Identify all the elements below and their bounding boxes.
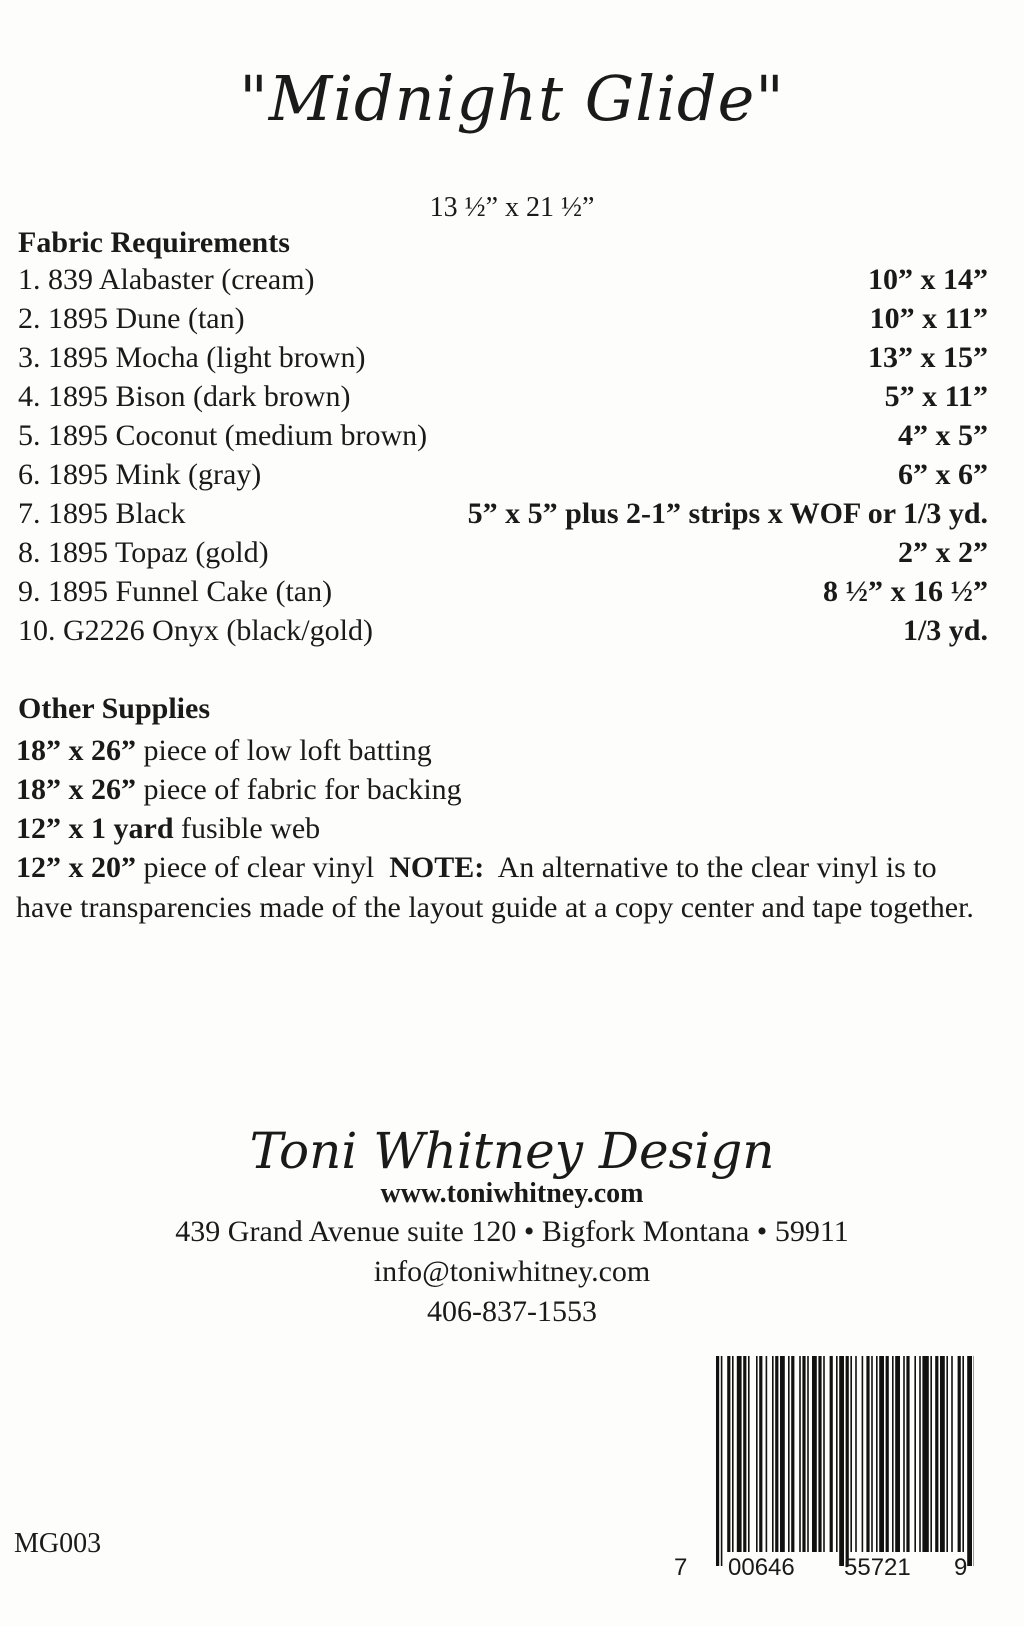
barcode-bar — [799, 1356, 801, 1552]
barcode-bar — [930, 1356, 932, 1552]
barcode-group-1: 00646 — [728, 1554, 795, 1581]
barcode-bar — [737, 1356, 742, 1552]
barcode-bar — [946, 1356, 948, 1552]
supply-text: piece of low loft batting — [136, 734, 432, 767]
barcode-bar — [818, 1356, 821, 1552]
barcode-bar — [830, 1356, 833, 1552]
barcode-bar — [935, 1356, 938, 1552]
barcode-bar — [807, 1356, 809, 1552]
address: 439 Grand Avenue suite 120 • Bigfork Montana • 59911 — [175, 1215, 849, 1248]
barcode-bar — [756, 1356, 758, 1552]
barcode-bar — [759, 1356, 762, 1552]
fabric-row — [18, 380, 988, 420]
fabric-row — [18, 263, 988, 303]
barcode-bar — [802, 1356, 805, 1552]
barcode-bar — [940, 1356, 945, 1552]
fabric-amount: 10” x 11” — [869, 302, 988, 335]
barcode-bar — [895, 1356, 900, 1552]
website-link[interactable]: www.toniwhitney.com — [380, 1178, 644, 1209]
barcode-bar — [788, 1356, 790, 1552]
upc-barcode — [674, 1356, 974, 1584]
barcode-digit-left: 7 — [674, 1554, 688, 1581]
barcode-bar — [791, 1356, 794, 1552]
email-link[interactable]: info@toniwhitney.com — [373, 1255, 651, 1288]
fabric-amount: 10” x 14” — [868, 263, 988, 296]
fabric-label: 3. 1895 Mocha (light brown) — [18, 341, 366, 374]
fabric-label: 1. 839 Alabaster (cream) — [18, 263, 315, 296]
supply-text: fusible web — [173, 812, 321, 845]
fabric-amount: 5” x 11” — [884, 380, 988, 413]
barcode-bar — [866, 1356, 869, 1552]
barcode-bar — [886, 1356, 889, 1552]
note-text: An alternative to the clear vinyl is to have transparencies made of the layout guide at a copy center and tape together. — [16, 851, 974, 924]
barcode-bar — [951, 1356, 953, 1552]
barcode-bar — [823, 1356, 825, 1552]
fabric-amount: 4” x 5” — [898, 419, 988, 452]
barcode-bar — [871, 1356, 873, 1552]
supply-item — [16, 731, 976, 771]
supply-size: 12” x 20” — [16, 851, 136, 884]
barcode-bar — [903, 1356, 905, 1552]
fabric-label: 5. 1895 Coconut (medium brown) — [18, 419, 428, 452]
fabric-label: 6. 1895 Mink (gray) — [18, 458, 262, 491]
supply-size: 18” x 26” — [16, 734, 136, 767]
barcode-bar — [812, 1356, 817, 1552]
fabric-row — [18, 575, 988, 615]
barcode-bar — [906, 1356, 909, 1552]
barcode-bar — [780, 1356, 785, 1552]
barcode-bar — [839, 1356, 844, 1566]
fabric-label: 2. 1895 Dune (tan) — [18, 302, 245, 335]
pattern-code: MG003 — [14, 1528, 102, 1559]
fabric-row — [18, 302, 988, 342]
supply-text: piece of fabric for backing — [136, 773, 462, 806]
other-supplies-heading: Other Supplies — [18, 692, 210, 725]
pattern-title: "Midnight Glide" — [239, 62, 785, 135]
barcode-bars — [716, 1356, 974, 1568]
barcode-bar — [721, 1356, 723, 1566]
fabric-amount: 2” x 2” — [898, 536, 988, 569]
barcode-bar — [766, 1356, 768, 1552]
brand-name: Toni Whitney Design — [249, 1122, 775, 1180]
barcode-digit-right: 9 — [954, 1554, 968, 1581]
fabric-amount: 13” x 15” — [868, 341, 988, 374]
supply-size: 12” x 1 yard — [16, 812, 174, 845]
fabric-label: 10. G2226 Onyx (black/gold) — [18, 614, 373, 647]
fabric-row — [18, 341, 988, 381]
barcode-bar — [876, 1356, 878, 1552]
barcode-bar — [855, 1356, 857, 1552]
fabric-row — [18, 458, 988, 498]
barcode-bar — [967, 1356, 972, 1566]
fabric-amount: 5” x 5” plus 2-1” strips x WOF or 1/3 yd. — [467, 497, 988, 530]
barcode-bar — [922, 1356, 928, 1552]
fabric-label: 7. 1895 Black — [18, 497, 186, 530]
barcode-bar — [962, 1356, 964, 1552]
barcode-bar — [748, 1356, 750, 1552]
supply-text: piece of clear vinyl — [136, 851, 390, 884]
fabric-amount: 1/3 yd. — [902, 614, 988, 647]
barcode-bar — [879, 1356, 884, 1552]
supply-item — [16, 809, 976, 849]
barcode-bar — [850, 1356, 852, 1552]
phone-number: 406-837-1553 — [427, 1295, 597, 1328]
barcode-bar — [772, 1356, 774, 1552]
supply-size: 18” x 26” — [16, 773, 136, 806]
note-label: NOTE: — [389, 851, 485, 884]
barcode-bar — [846, 1356, 849, 1566]
barcode-bar — [958, 1356, 961, 1552]
barcode-bar — [892, 1356, 894, 1552]
fabric-row — [18, 497, 988, 537]
supply-item-vinyl — [16, 848, 976, 928]
finished-size: 13 ½” x 21 ½” — [429, 192, 595, 223]
barcode-bar — [732, 1356, 734, 1552]
fabric-row — [18, 614, 988, 654]
fabric-amount: 8 ½” x 16 ½” — [823, 575, 988, 608]
barcode-bar — [919, 1356, 921, 1552]
supply-item — [16, 770, 976, 810]
barcode-bar — [836, 1356, 838, 1552]
fabric-amount: 6” x 6” — [898, 458, 988, 491]
barcode-bar — [743, 1356, 746, 1552]
fabric-label: 9. 1895 Funnel Cake (tan) — [18, 575, 333, 608]
fabric-requirements-heading: Fabric Requirements — [18, 226, 290, 259]
barcode-bar — [862, 1356, 864, 1552]
fabric-row — [18, 536, 988, 576]
barcode-bar — [727, 1356, 730, 1552]
barcode-bar — [914, 1356, 916, 1552]
fabric-row — [18, 419, 988, 459]
fabric-label: 4. 1895 Bison (dark brown) — [18, 380, 351, 413]
barcode-group-2: 55721 — [844, 1554, 911, 1581]
barcode-bar — [716, 1356, 719, 1566]
fabric-label: 8. 1895 Topaz (gold) — [18, 536, 269, 569]
barcode-bar — [775, 1356, 778, 1552]
